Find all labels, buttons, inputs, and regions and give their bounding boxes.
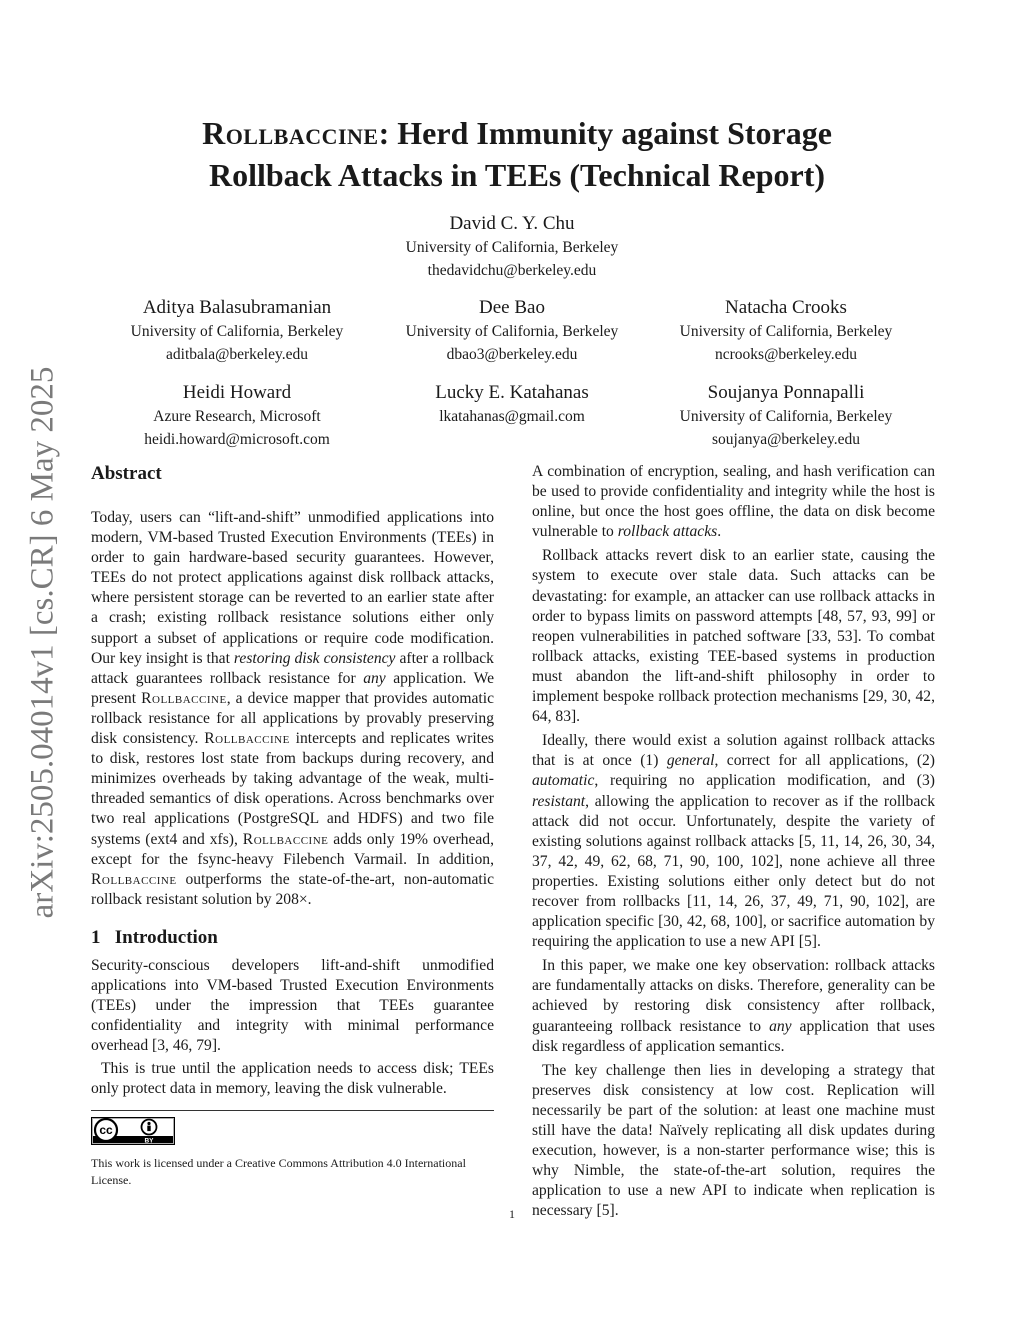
author-block bbox=[372, 296, 652, 366]
author-name: Soujanya Ponnapalli bbox=[707, 382, 865, 403]
title-line1: : Herd Immunity against Storage bbox=[378, 115, 832, 151]
author-block bbox=[372, 381, 652, 428]
svg-text:cc: cc bbox=[99, 1122, 113, 1137]
author-email: dbao3@berkeley.edu bbox=[446, 346, 578, 363]
paper-title bbox=[100, 112, 934, 196]
creative-commons-by-icon bbox=[91, 1117, 175, 1145]
footnote-rule bbox=[91, 1110, 494, 1111]
author-block bbox=[97, 296, 377, 366]
author-block bbox=[646, 296, 926, 366]
body-paragraph: The key challenge then lies in developing a strategy that preserves disk consistency at low cost. Replication will necessarily be part of the solution: at least one machine must still have the data! Naïvely replicating all disk updates during execution, however, is a non-starter performance wise; this is why Nimble, the state-of-the-art solution, requires the application to use a new API to indicate when replication is necessary [5]. bbox=[532, 1061, 935, 1220]
intro-paragraph: Security-conscious developers lift-and-shift unmodified applications into VM-based Trusted Execution Environments (TEEs) under the impression that TEEs guarantee confidentiality and integrity with minimal performance overhead [3, 46, 79]. bbox=[91, 956, 494, 1055]
body-paragraph: Ideally, there would exist a solution against rollback attacks that is at once (1) general, correct for all applications, (2) automatic, requiring no application modification, and (3) resistant, allowing the application to recover as if the rollback attack did not occur. Unfortunately, despite the variety of existing solutions against rollback attacks [5, 11, 14, 26, 30, 34, 37, 42, 49, 62, 68, 71, 90, 100, 102], none achieve all three properties. Existing solutions either only detect but do not recover from rollbacks [11, 14, 26, 37, 49, 71, 90, 102], are application specific [30, 42, 68, 100], or sacrifice automation by requiring the application to use a new API [5]. bbox=[532, 732, 936, 951]
author-name: Dee Bao bbox=[479, 297, 545, 318]
body-paragraph: Rollback attacks revert disk to an earlier state, causing the system to execute over stale data. Such attacks can be devastating: for example, an attacker can use rollback attacks in order to bypass limits on password attempts [48, 57, 93, 99] or reopen vulnerabilities in patched software [33, 53]. To combat rollback attacks, existing TEE-based systems in production must abandon the lift-and-shift philosophy in order to implement bespoke rollback protection mechanisms [29, 30, 42, 64, 83]. bbox=[532, 547, 935, 726]
right-column bbox=[532, 462, 935, 1225]
body-paragraph: In this paper, we make one key observation: rollback attacks are fundamentally attacks on disks. Therefore, generality can be achieved by restoring disk consistency after rollback, guaranteeing rollback resistance to any application that uses disk regardless of application semantics. bbox=[532, 957, 935, 1055]
author-affiliation: University of California, Berkeley bbox=[130, 323, 344, 340]
title-system-name: Rollbaccine bbox=[202, 115, 379, 151]
author-name: Natacha Crooks bbox=[725, 297, 847, 318]
author-email: lkatahanas@gmail.com bbox=[439, 408, 585, 425]
author-affiliation: Azure Research, Microsoft bbox=[153, 408, 321, 425]
introduction-heading: 1 Introduction bbox=[91, 926, 218, 948]
svg-text:BY: BY bbox=[144, 1137, 154, 1145]
author-email: heidi.howard@microsoft.com bbox=[144, 431, 330, 448]
author-affiliation: University of California, Berkeley bbox=[679, 323, 893, 340]
abstract-paragraph: Today, users can “lift-and-shift” unmodified applications into modern, VM-based Trusted Execution Environments (TEEs) in order to gain hardware-based security guarantees. However, TEEs do not protect applications against disk rollback attacks, where persistent storage can be reverted to an earlier state after a crash; existing rollback resistance solutions either only support a subset of applications or require code modification. Our key insight is that restoring disk consistency after a rollback attack guarantees rollback resistance for any application. We present Rollbaccine, a device mapper that provides automatic rollback resistance for all applications by provably preserving disk consistency. Rollbaccine intercepts and replicates writes to disk, restores lost state from backups during recovery, and minimizes overheads by taking advantage of the weak, multi-threaded semantics of disk operations. Across benchmarks over two real applications (PostgreSQL and HDFS) and two file systems (ext4 and xfs), Rollbaccine adds only 19% overhead, except for the fsync-heavy Filebench Varmail. In addition, Rollbaccine outperforms the state-of-the-art, non-automatic rollback resistant solution by 208×. bbox=[91, 509, 495, 908]
author-affiliation: University of California, Berkeley bbox=[679, 408, 893, 425]
author-block bbox=[646, 381, 926, 451]
arxiv-identifier-stamp bbox=[22, 355, 64, 930]
arxiv-identifier-text: arXiv:2505.04014v1 [cs.CR] 6 May 2025 bbox=[24, 366, 61, 919]
author-name: Lucky E. Katahanas bbox=[435, 382, 589, 403]
license-footnote: This work is licensed under a Creative Commons Attribution 4.0 International License. bbox=[91, 1155, 466, 1187]
body-paragraph: A combination of encryption, sealing, and hash verification can be used to provide confidentiality and integrity while the host is online, but once the host goes offline, the data on disk become vulnerable to rollback attacks. bbox=[532, 463, 935, 541]
author-name: Heidi Howard bbox=[182, 382, 292, 403]
author-affiliation: University of California, Berkeley bbox=[405, 323, 619, 340]
author-block bbox=[97, 381, 377, 451]
author-email: thedavidchu@berkeley.edu bbox=[427, 262, 597, 279]
author-block bbox=[357, 212, 667, 282]
title-line2: Rollback Attacks in TEEs (Technical Report) bbox=[208, 157, 826, 193]
intro-paragraph: This is true until the application needs to access disk; TEEs only protect data in memory, leaving the disk vulnerable. bbox=[91, 1060, 494, 1098]
left-column bbox=[91, 462, 494, 1189]
author-name: David C. Y. Chu bbox=[449, 213, 575, 234]
author-name: Aditya Balasubramanian bbox=[142, 297, 332, 318]
abstract-heading: Abstract bbox=[91, 463, 162, 484]
page-number: 1 bbox=[509, 1207, 515, 1221]
author-email: aditbala@berkeley.edu bbox=[166, 346, 308, 363]
author-affiliation: University of California, Berkeley bbox=[405, 239, 619, 256]
author-email: ncrooks@berkeley.edu bbox=[715, 346, 857, 363]
author-email: soujanya@berkeley.edu bbox=[712, 431, 860, 448]
